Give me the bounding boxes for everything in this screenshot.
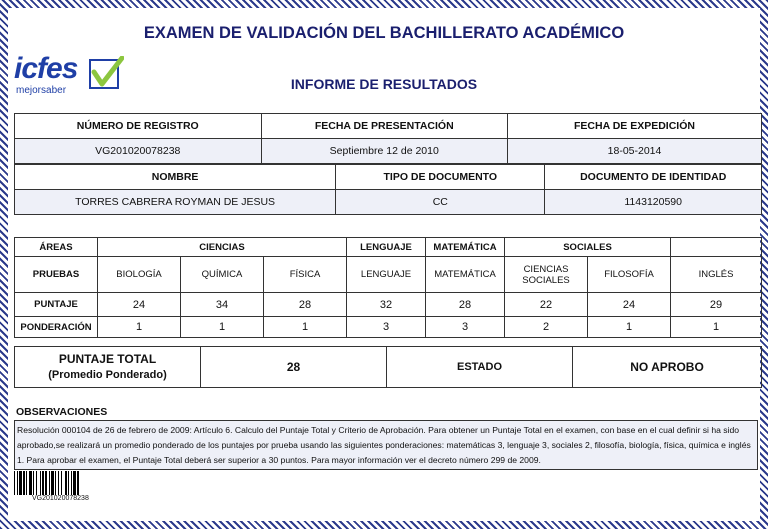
area-matematica: MATEMÁTICA xyxy=(426,238,505,257)
observaciones-text: Resolución 000104 de 26 de febrero de 2009: Artículo 6. Calculo del Puntaje Total y Criterio de Aprobación. Para obtener un Puntaje Total en el examen, con base en el cual definir si ha sido aprobado,se realizará un promedio ponderado de los puntajes por prueba usando las siguientes ponderaciones: matemáticas 3, lenguaje 3, sociales 2, filosofía, biología, física, química e inglés 1. Para aprobar el examen, el Puntaje Total deberá ser superior a 30 puntos. Para mayor información ver el decreto número 299 de 2009. xyxy=(14,420,758,470)
document-body xyxy=(8,8,760,521)
logo-word: icfes xyxy=(14,52,78,85)
nombre-value: TORRES CABRERA ROYMAN DE JESUS xyxy=(15,190,336,215)
barcode-bar xyxy=(42,471,44,495)
ponderacion-biologia: 1 xyxy=(98,317,181,338)
registro-value: VG201020078238 xyxy=(15,139,262,164)
documento-label: DOCUMENTO DE IDENTIDAD xyxy=(545,165,762,190)
barcode-bar xyxy=(36,471,37,495)
barcode-bar xyxy=(55,471,56,495)
area-lenguaje: LENGUAJE xyxy=(347,238,426,257)
presentacion-label: FECHA DE PRESENTACIÓN xyxy=(261,114,508,139)
puntaje-filosofia: 24 xyxy=(588,293,671,317)
barcode-bar xyxy=(45,471,47,495)
tipo-label: TIPO DE DOCUMENTO xyxy=(336,165,545,190)
puntaje-lenguaje: 32 xyxy=(347,293,426,317)
prueba-filosofia: FILOSOFÍA xyxy=(588,257,671,293)
total-label-cell xyxy=(15,347,201,388)
presentacion-value: Septiembre 12 de 2010 xyxy=(261,139,508,164)
ponderacion-ingles: 1 xyxy=(671,317,762,338)
prueba-lenguaje: LENGUAJE xyxy=(347,257,426,293)
puntaje-biologia: 24 xyxy=(98,293,181,317)
estado-label: ESTADO xyxy=(387,347,573,388)
barcode-bar xyxy=(33,471,34,495)
barcode-bar xyxy=(51,471,54,495)
barcode-bar xyxy=(19,471,22,495)
area-ciencias: CIENCIAS xyxy=(98,238,347,257)
logo-tagline: mejorsaber xyxy=(16,85,67,96)
prueba-quimica: QUÍMICA xyxy=(181,257,264,293)
barcode-bar xyxy=(58,471,59,495)
barcode-text: VG201020078238 xyxy=(32,495,89,502)
registro-label: NÚMERO DE REGISTRO xyxy=(15,114,262,139)
barcode-bar xyxy=(73,471,76,495)
prueba-matematica: MATEMÁTICA xyxy=(426,257,505,293)
pruebas-label: PRUEBAS xyxy=(15,257,98,293)
barcode-bar xyxy=(61,471,62,495)
barcode-bar xyxy=(49,471,50,495)
scores-table xyxy=(14,237,762,338)
prueba-ciencias-sociales: CIENCIAS SOCIALES xyxy=(505,257,588,293)
estado-value: NO APROBO xyxy=(573,347,762,388)
ponderacion-matematica: 3 xyxy=(426,317,505,338)
page-subtitle: INFORME DE RESULTADOS xyxy=(290,76,478,92)
puntaje-ciencias-sociales: 22 xyxy=(505,293,588,317)
puntaje-quimica: 34 xyxy=(181,293,264,317)
page-title: EXAMEN DE VALIDACIÓN DEL BACHILLERATO ACADÉMICO xyxy=(143,24,625,42)
barcode-bar xyxy=(71,471,72,495)
puntaje-matematica: 28 xyxy=(426,293,505,317)
ponderacion-filosofia: 1 xyxy=(588,317,671,338)
barcode xyxy=(14,471,126,495)
barcode-bar xyxy=(68,471,69,495)
barcode-bar xyxy=(77,471,79,495)
documento-value: 1143120590 xyxy=(545,190,762,215)
observaciones-label: OBSERVACIONES xyxy=(16,406,108,418)
expedicion-value: 18-05-2014 xyxy=(508,139,762,164)
expedicion-label: FECHA DE EXPEDICIÓN xyxy=(508,114,762,139)
prueba-ingles: INGLÉS xyxy=(671,257,762,293)
nombre-label: NOMBRE xyxy=(15,165,336,190)
ponderacion-label: PONDERACIÓN xyxy=(15,317,98,338)
puntaje-fisica: 28 xyxy=(264,293,347,317)
total-sublabel: (Promedio Ponderado) xyxy=(48,369,167,381)
total-label: PUNTAJE TOTAL xyxy=(58,352,157,366)
prueba-fisica: FÍSICA xyxy=(264,257,347,293)
barcode-bar xyxy=(26,471,27,495)
ponderacion-lenguaje: 3 xyxy=(347,317,426,338)
barcode-bar xyxy=(23,471,25,495)
area-blank xyxy=(671,238,762,257)
ponderacion-fisica: 1 xyxy=(264,317,347,338)
puntaje-label: PUNTAJE xyxy=(15,293,98,317)
barcode-bar xyxy=(17,471,18,495)
barcode-bar xyxy=(65,471,67,495)
ponderacion-quimica: 1 xyxy=(181,317,264,338)
barcode-bar xyxy=(29,471,32,495)
barcode-bar xyxy=(40,471,41,495)
registration-table xyxy=(14,113,762,164)
tipo-value: CC xyxy=(336,190,545,215)
summary-table xyxy=(14,346,762,388)
ponderacion-ciencias-sociales: 2 xyxy=(505,317,588,338)
prueba-biologia: BIOLOGÍA xyxy=(98,257,181,293)
identity-table xyxy=(14,164,762,215)
puntaje-ingles: 29 xyxy=(671,293,762,317)
total-value: 28 xyxy=(201,347,387,388)
areas-label: ÁREAS xyxy=(15,238,98,257)
area-sociales: SOCIALES xyxy=(505,238,671,257)
barcode-bar xyxy=(14,471,15,495)
